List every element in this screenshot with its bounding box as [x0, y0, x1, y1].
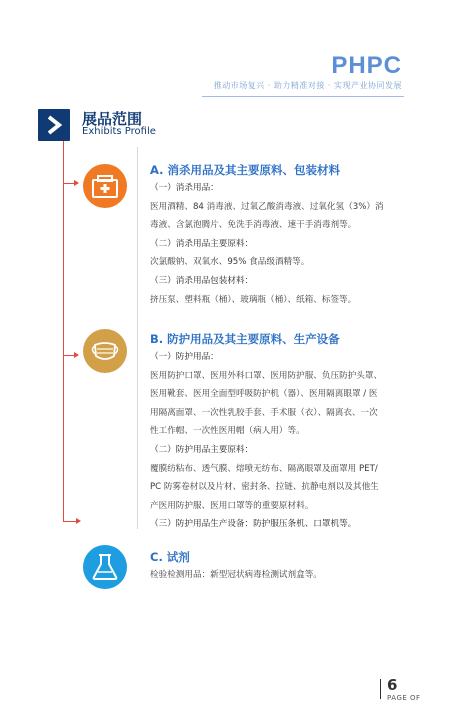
list-item: 次氯酸钠、双氧水、95% 食品级酒精等。 [150, 257, 310, 268]
arrow-right-icon [74, 180, 79, 186]
item-body-a [150, 179, 410, 309]
face-mask-icon [83, 329, 127, 373]
list-item: （一）消杀用品： [150, 183, 219, 193]
item-title-a: A. 消杀用品及其主要原料、包装材料 [150, 163, 340, 177]
chevron-right-icon [38, 109, 70, 141]
tree-branch-c [63, 521, 77, 522]
list-item: 用隔离面罩、一次性乳胶手套、手术服（衣）、隔离衣、一次 [150, 407, 378, 418]
item-title-b: B. 防护用品及其主要原料、生产设备 [150, 332, 340, 346]
list-item: 检验检测用品：新型冠状病毒检测试剂盒等。 [150, 570, 322, 580]
item-body-b [150, 348, 410, 534]
item-body-c [150, 566, 410, 585]
item-title-c: C. 试剂 [150, 550, 190, 564]
list-item: PC 防雾卷材以及片材、密封条、拉链、抗静电剂以及其他生 [150, 482, 379, 493]
list-item: 毒液、含氯泡腾片、免洗手消毒液、速干手消毒剂等。 [150, 220, 357, 231]
list-item: 覆膜纺粘布、透气膜、熔喷无纺布、隔离眼罩及面罩用 PET/ [150, 463, 378, 474]
list-item: （三）消杀用品包装材料： [150, 275, 254, 286]
flask-icon [83, 545, 127, 589]
arrow-right-icon [74, 352, 79, 358]
arrow-right-icon [76, 518, 81, 524]
first-aid-kit-icon [83, 164, 127, 208]
list-item: 挤压泵、塑料瓶（桶）、玻璃瓶（桶）、纸箱、标签等。 [150, 294, 357, 305]
section-subtitle: Exhibits Profile [82, 126, 156, 137]
header-tagline: 推动市场复兴 · 助力精准对接 · 实现产业协同发展 [213, 81, 402, 90]
page-of-label: PAGE OF [387, 694, 421, 702]
list-item: 医用防护口罩、医用外科口罩、医用防护服、负压防护头罩、 [150, 370, 383, 381]
list-item: 医用靴套、医用全面型呼吸防护机（器）、医用隔离眼罩 / 医 [150, 389, 378, 400]
tree-connector [63, 141, 64, 521]
list-item: （二）消杀用品主要原料： [150, 238, 254, 249]
list-item: 产医用防护服、医用口罩等的重要原材料。 [150, 500, 314, 511]
list-item: 性工作帽、一次性医用帽（病人用）等。 [150, 426, 305, 437]
brand-logo: PHPC [331, 52, 402, 79]
section-title: 展品范围 [82, 110, 143, 128]
header-divider [202, 96, 404, 97]
page-number-divider [380, 679, 381, 699]
list-item: （二）防护用品主要原料： [150, 444, 254, 455]
list-item: （三）防护用品生产设备：防护服压条机、口罩机等。 [150, 519, 357, 530]
page-number: 6 [387, 676, 398, 694]
list-item: （一）防护用品： [150, 352, 219, 362]
list-item: 医用酒精、84 消毒液、过氧乙酸消毒液、过氧化氢（3%）消 [150, 201, 384, 212]
content-divider [137, 147, 138, 529]
